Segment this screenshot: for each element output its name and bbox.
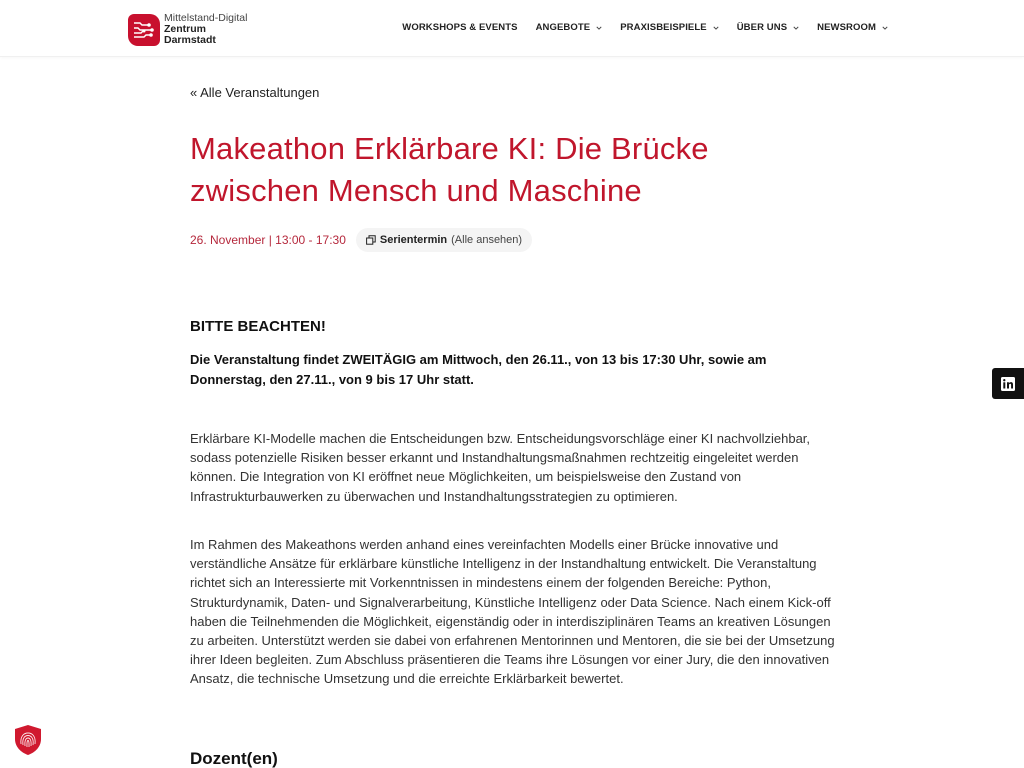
- main-nav: [402, 22, 888, 33]
- description-paragraph-1: Erklärbare KI-Modelle machen die Entscheidungen bzw. Entscheidungsvorschläge einer KI nachvollziehbar, sodass potenzielle Risiken besser erkannt und Instandhaltungsmaßnahmen rechtzeitig eingeleitet werden können. Die Integration von KI eröffnet neue Möglichkeiten, um beispielsweise den Zustand von Infrastrukturbauwerken zu überwachen und Instandhaltungsstrategien zu optimieren.: [190, 431, 811, 504]
- linkedin-icon: [1001, 377, 1015, 391]
- nav-label: NEWSROOM: [817, 22, 876, 33]
- chevron-down-icon: [793, 25, 799, 31]
- chevron-down-icon: [882, 25, 888, 31]
- series-label: Serientermin: [379, 234, 448, 246]
- series-icon: [366, 235, 376, 245]
- nav-item-ueber-uns[interactable]: [737, 22, 799, 33]
- nav-label: PRAXISBEISPIELE: [620, 22, 707, 33]
- dozent-heading: Dozent(en): [190, 749, 278, 768]
- notice-heading: BITTE BEACHTEN!: [190, 318, 326, 335]
- series-badge[interactable]: [356, 228, 532, 252]
- event-date: 26. November | 13:00 - 17:30: [190, 233, 346, 247]
- site-header: [0, 0, 1024, 57]
- brand-line-1: Mittelstand-Digital: [164, 12, 248, 24]
- cookie-settings-button[interactable]: [13, 724, 43, 756]
- chevron-down-icon: [596, 25, 602, 31]
- series-view-all-link[interactable]: (Alle ansehen): [451, 234, 523, 246]
- back-to-events-link[interactable]: « Alle Veranstaltungen: [190, 85, 320, 100]
- description-paragraph-2: Im Rahmen des Makeathons werden anhand eines vereinfachten Modells einer Brücke innovative und verständliche Ansätze für erklärbare künstliche Intelligenz in der Instandhaltung entwickelt. Die Veranstaltung richtet sich an Interessierte mit Vorkenntnissen in mindestens einem der folgenden Bereiche: Python, Strukturdynamik, Daten- und Signalverarbeitung, Künstliche Intelligenz oder Data Science. Nach einem Kick-off haben die Teilnehmenden die Möglichkeit, eigenständig oder in interdisziplinären Teams an kreativen Lösungen zu arbeiten. Unterstützt werden sie dabei von erfahrenen Mentorinnen und Mentoren, die sie bei der Umsetzung ihrer Ideen begleiten. Zum Abschluss präsentieren die Teams ihre Lösungen vor einer Jury, die den innovativen Ansatz, die technische Umsetzung und die erreichte Erklärbarkeit bewertet.: [190, 537, 835, 687]
- notice-text: Die Veranstaltung findet ZWEITÄGIG am Mittwoch, den 26.11., von 13 bis 17:30 Uhr, sowie am Donnerstag, den 27.11., von 9 bis 17 Uhr statt.: [190, 352, 767, 387]
- nav-label: WORKSHOPS & EVENTS: [402, 22, 518, 33]
- nav-item-newsroom[interactable]: [817, 22, 888, 33]
- brand-line-3: Darmstadt: [164, 34, 216, 46]
- event-title: Makeathon Erklärbare KI: Die Brücke zwischen Mensch und Maschine: [190, 131, 709, 208]
- nav-label: ÜBER UNS: [736, 22, 788, 33]
- chevron-down-icon: [713, 25, 719, 31]
- brand-line-2: Zentrum: [164, 23, 206, 35]
- nav-item-angebote[interactable]: [536, 22, 603, 33]
- event-meta: [190, 228, 532, 252]
- nav-item-praxisbeispiele[interactable]: [620, 22, 719, 33]
- site-logo[interactable]: [128, 13, 247, 46]
- nav-item-workshops-events[interactable]: [402, 22, 517, 33]
- circuit-logo-icon: [128, 14, 160, 46]
- fingerprint-shield-icon: [13, 724, 43, 756]
- nav-label: ANGEBOTE: [535, 22, 591, 33]
- linkedin-share-button[interactable]: [992, 368, 1024, 399]
